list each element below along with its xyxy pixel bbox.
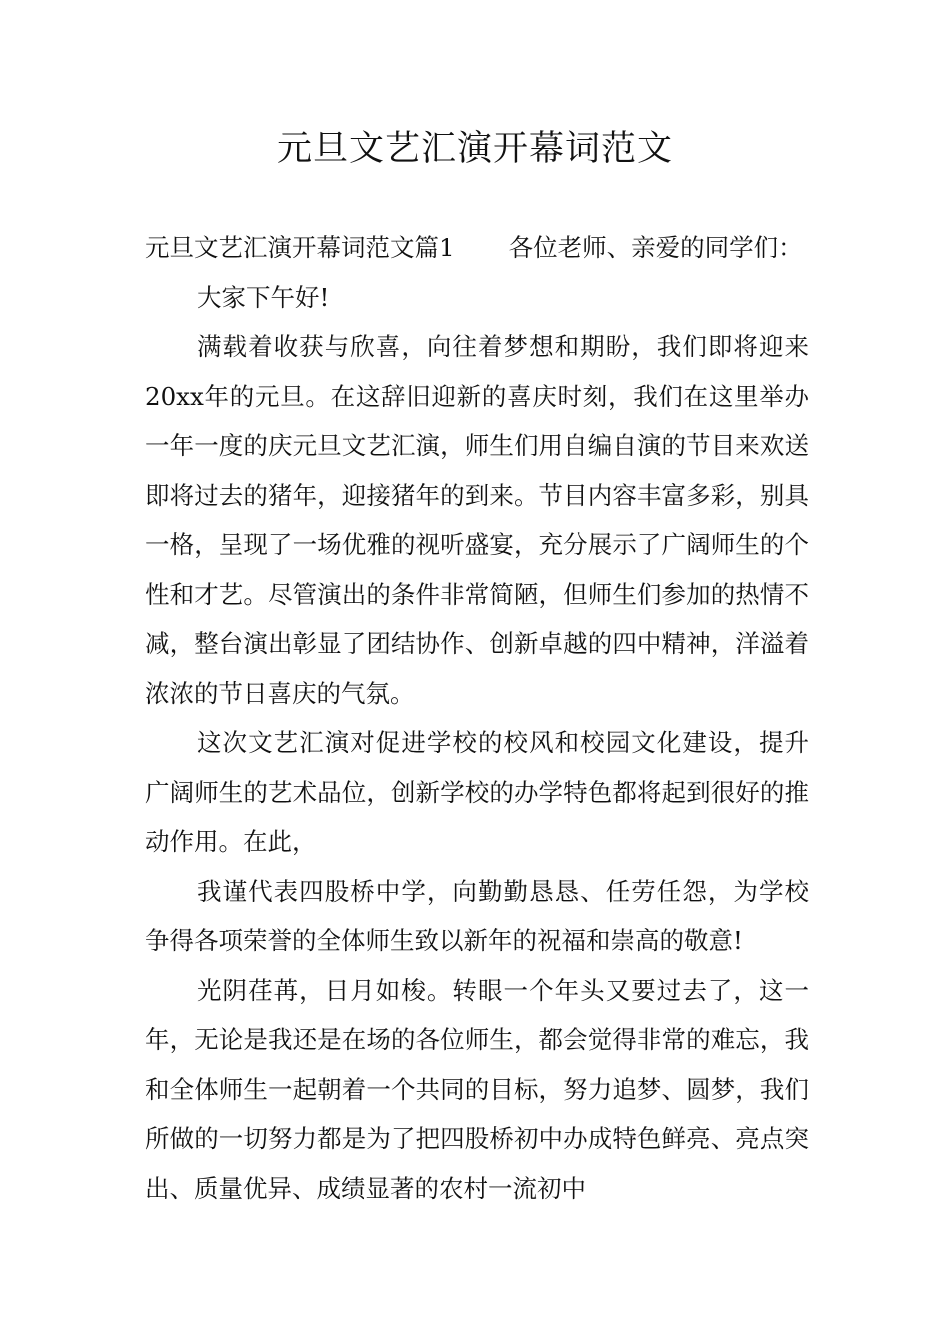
paragraph-opening: 满载着收获与欣喜，向往着梦想和期盼，我们即将迎来20xx年的元旦。在这辞旧迎新的喜庆时刻，我们在这里举办一年一度的庆元旦文艺汇演，师生们用自编自演的节目来欢送即将过去的猪年，迎接猪年的到来。节目内容丰富多彩，别具一格，呈现了一场优雅的视听盛宴，充分展示了广阔师生的个性和才艺。尽管演出的条件非常简陋，但师生们参加的热情不减，整台演出彰显了团结协作、创新卓越的四中精神，洋溢着浓浓的节日喜庆的气氛。 [145, 332, 809, 708]
paragraph-review: 光阴荏苒，日月如梭。转眼一个年头又要过去了，这一年，无论是我还是在场的各位师生，都会觉得非常的难忘，我和全体师生一起朝着一个共同的目标，努力追梦、圆梦，我们所做的一切努力都是为了把四股桥初中办成特色鲜亮、亮点突出、质量优异、成绩显著的农村一流初中 [145, 975, 809, 1203]
heading-line [145, 223, 809, 273]
document-title: 元旦文艺汇演开幕词范文 [276, 129, 673, 169]
paragraph-significance: 这次文艺汇演对促进学校的校风和校园文化建设，提升广阔师生的艺术品位，创新学校的办学特色都将起到很好的推动作用。在此， [145, 728, 809, 856]
paragraph-greeting: 大家下午好! [197, 282, 330, 312]
salutation: 各位老师、亲爱的同学们： [508, 233, 803, 262]
section-heading: 元旦文艺汇演开幕词范文篇1 [145, 233, 455, 262]
paragraph-gratitude: 我谨代表四股桥中学，向勤勤恳恳、任劳任怨，为学校争得各项荣誉的全体师生致以新年的祝福和崇高的敬意! [145, 876, 809, 955]
document-body [145, 223, 809, 1213]
